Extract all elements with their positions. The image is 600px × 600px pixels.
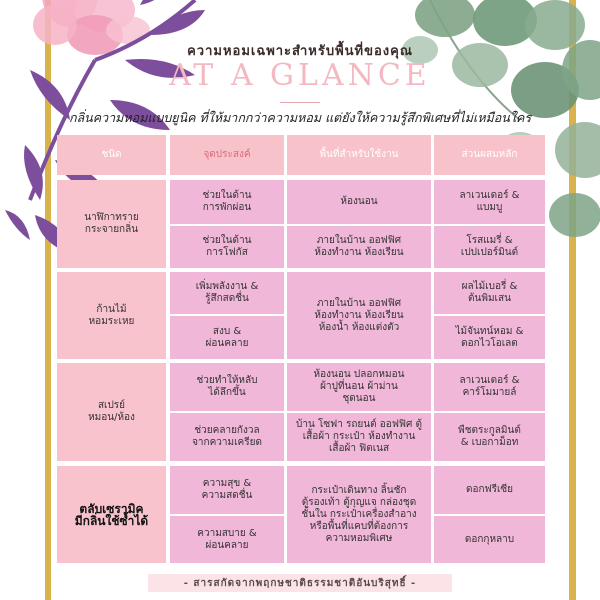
subtitle: กลิ่นความหอมแบบยูนิค ที่ให้มากกว่าความหอม แต่ยังให้ความรู้สึกพิเศษที่ไม่เหมือนใคร: [68, 110, 532, 125]
type-cell: สเปรย์ หมอน/ห้อง: [57, 363, 166, 461]
ingredient-cell: โรสแมรี่ & เปปเปอร์มินต์: [434, 226, 545, 268]
title-divider: [280, 102, 320, 103]
area-cell: กระเป๋าเดินทาง ลิ้นชัก ตู้รองเท้า ตู้กุญแจ กล่องชุด ชั้นใน กระเป๋าเครื่องสำอาง หรือพื้นที่แคบที่ต้องการ ความหอมพิเศษ: [287, 466, 431, 563]
page-title: AT A GLANCE: [169, 58, 431, 93]
ingredient-cell: ลาเวนเดอร์ & แบมบู: [434, 180, 545, 224]
purpose-cell: สงบ & ผ่อนคลาย: [170, 316, 284, 359]
ingredient-cell: ดอกกุหลาบ: [434, 516, 545, 563]
area-cell: ห้องนอน ปลอกหมอน ผ้าปูที่นอน ผ้าม่าน ชุดนอน: [287, 363, 431, 411]
comparison-table: [57, 135, 545, 565]
ingredient-cell: ไม้จันทน์หอม & ดอกไวโอเลต: [434, 316, 545, 359]
footer-note: - สารสกัดจากพฤกษชาติธรรมชาติอันบริสุทธิ์ -: [148, 574, 452, 592]
purpose-cell: ช่วยคลายกังวล จากความเครียด: [170, 413, 284, 461]
column-header-ingredient: ส่วนผสมหลัก: [434, 135, 545, 175]
column-header-area: พื้นที่สำหรับใช้งาน: [287, 135, 431, 175]
column-header-purpose: จุดประสงค์: [170, 135, 284, 175]
ingredient-cell: พืชตระกูลมินต์ & เบอกาม็อท: [434, 413, 545, 461]
purpose-cell: ช่วยทำให้หลับ ได้ลึกขึ้น: [170, 363, 284, 411]
purpose-cell: เพิ่มพลังงาน & รู้สึกสดชื่น: [170, 272, 284, 314]
ingredient-cell: ผลไม้เบอรี่ & ต้นพิมเสน: [434, 272, 545, 314]
type-cell: ตลับเซรามิค มีกลิ่นใช้ซ้ำได้: [57, 466, 166, 563]
purpose-cell: ความสบาย & ผ่อนคลาย: [170, 516, 284, 563]
area-cell: บ้าน โซฟา รถยนต์ ออฟฟิศ ตู้ เสื้อผ้า กระเป๋า ห้องทำงาน เสื้อผ้า ฟิตเนส: [287, 413, 431, 461]
tagline: ความหอมเฉพาะสำหรับพื้นที่ของคุณ: [187, 44, 413, 59]
purpose-cell: ช่วยในด้าน การพักผ่อน: [170, 180, 284, 224]
column-header-type: ชนิด: [57, 135, 166, 175]
ingredient-cell: ดอกฟรีเซีย: [434, 466, 545, 514]
purpose-cell: ความสุข & ความสดชื่น: [170, 466, 284, 514]
type-cell: ก้านไม้ หอมระเหย: [57, 272, 166, 359]
purpose-cell: ช่วยในด้าน การโฟกัส: [170, 226, 284, 268]
area-cell: ห้องนอน: [287, 180, 431, 224]
ingredient-cell: ลาเวนเดอร์ & คาร์โมมายล์: [434, 363, 545, 411]
area-cell: ภายในบ้าน ออฟฟิศ ห้องทำงาน ห้องเรียน: [287, 226, 431, 268]
area-cell: ภายในบ้าน ออฟฟิศ ห้องทำงาน ห้องเรียน ห้องน้ำ ห้องแต่งตัว: [287, 272, 431, 359]
type-cell: นาฬิกาทราย กระจายกลิ่น: [57, 180, 166, 268]
